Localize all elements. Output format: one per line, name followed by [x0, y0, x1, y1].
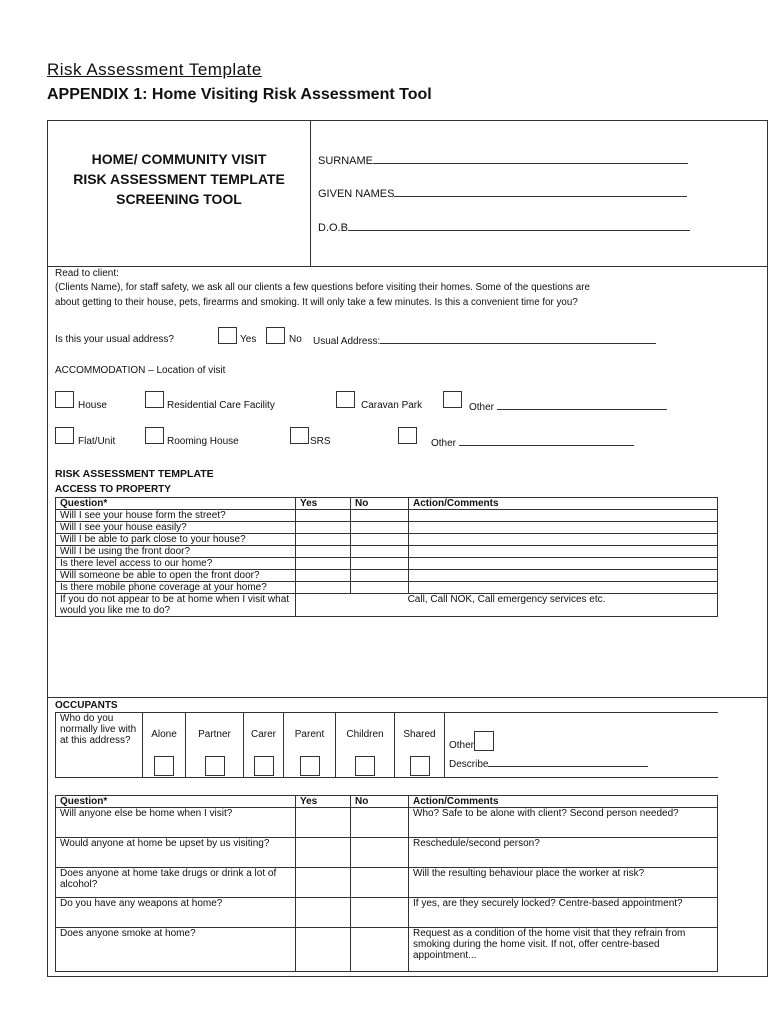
table-row: [56, 868, 718, 898]
table-row: [56, 570, 718, 582]
occupant-checkbox[interactable]: [300, 756, 320, 776]
other-label: Other: [449, 740, 475, 751]
table-row: [56, 898, 718, 928]
occupant-other-cell: [445, 713, 719, 778]
occupant-option: [186, 713, 244, 778]
question-cell: Will someone be able to open the front door?: [56, 570, 296, 582]
comment-cell: If yes, are they securely locked? Centre-based appointment?: [409, 898, 718, 928]
screening-tool-title: [48, 121, 311, 266]
other-1-field[interactable]: [497, 400, 667, 410]
given-names-field[interactable]: [394, 186, 687, 197]
form-header: [48, 121, 767, 267]
col-comments: Action/Comments: [409, 498, 718, 510]
occupants-heading: OCCUPANTS: [55, 700, 118, 711]
given-names-row: [318, 186, 687, 200]
col-no: No: [351, 796, 409, 808]
question-cell: Is there mobile phone coverage at your home?: [56, 582, 296, 594]
no-cell[interactable]: [351, 898, 409, 928]
occupant-option: [143, 713, 186, 778]
dob-label: D.O.B: [318, 222, 348, 234]
occupant-checkbox[interactable]: [154, 756, 174, 776]
access-heading: ACCESS TO PROPERTY: [55, 484, 171, 495]
describe-field[interactable]: [488, 757, 648, 767]
address-no-checkbox[interactable]: [266, 327, 285, 344]
srs-checkbox[interactable]: [290, 427, 309, 444]
other-1-text: Other: [469, 402, 495, 413]
srs-label: SRS: [310, 436, 331, 447]
residential-care-checkbox[interactable]: [145, 391, 164, 408]
other-1-label: [469, 400, 667, 413]
comment-cell: Call, Call NOK, Call emergency services etc.: [296, 594, 718, 617]
caravan-park-checkbox[interactable]: [336, 391, 355, 408]
flat-unit-label: Flat/Unit: [78, 436, 116, 447]
comment-cell[interactable]: [409, 510, 718, 522]
option-label: Parent: [294, 729, 325, 740]
other-2-text: Other: [431, 438, 457, 449]
table-row: [56, 808, 718, 838]
no-cell[interactable]: [351, 838, 409, 868]
comment-cell[interactable]: [409, 534, 718, 546]
no-cell[interactable]: [351, 582, 409, 594]
question-cell: Would anyone at home be upset by us visiting?: [56, 838, 296, 868]
table-row: [56, 558, 718, 570]
table-row: [56, 582, 718, 594]
table-row: [56, 522, 718, 534]
question-cell: Will anyone else be home when I visit?: [56, 808, 296, 838]
read-to-client-label: Read to client:: [55, 268, 119, 279]
usual-address-text: Usual Address:: [313, 336, 381, 347]
question-cell: Will I see your house form the street?: [56, 510, 296, 522]
question-cell: Does anyone smoke at home?: [56, 928, 296, 972]
col-no: No: [351, 498, 409, 510]
tool-title-line3: SCREENING TOOL: [116, 191, 242, 207]
question-cell: If you do not appear to be at home when I visit what would you like me to do?: [56, 594, 296, 617]
question-cell: Is there level access to our home?: [56, 558, 296, 570]
question-cell: Will I be using the front door?: [56, 546, 296, 558]
option-label: Children: [346, 729, 384, 740]
usual-address-label: [313, 334, 656, 347]
comment-cell[interactable]: [409, 522, 718, 534]
tool-title-line1: HOME/ COMMUNITY VISIT: [91, 151, 267, 167]
rooming-house-label: Rooming House: [167, 436, 239, 447]
col-question: Question*: [56, 498, 296, 510]
intro-line-2: about getting to their house, pets, firearms and smoking. It will only take a few minutes. Is this a convenient time for you?: [55, 297, 578, 308]
table-row: [56, 838, 718, 868]
col-question: Question*: [56, 796, 296, 808]
usual-address-field[interactable]: [380, 334, 656, 344]
no-cell[interactable]: [351, 558, 409, 570]
question-cell: Will I be able to park close to your house?: [56, 534, 296, 546]
access-table: [55, 497, 718, 617]
describe-label: Describe: [449, 759, 489, 770]
no-cell[interactable]: [351, 510, 409, 522]
occupants-question: Who do you normally live with at this address?: [56, 713, 143, 778]
question-cell: Will I see your house easily?: [56, 522, 296, 534]
caravan-park-label: Caravan Park: [361, 400, 423, 411]
form-frame: [47, 120, 768, 977]
other-wrap: [449, 731, 714, 751]
usual-address-question: Is this your usual address?: [55, 334, 174, 345]
dob-field[interactable]: [348, 220, 690, 231]
yes-cell[interactable]: [296, 582, 351, 594]
occupant-checkbox[interactable]: [205, 756, 225, 776]
no-cell[interactable]: [351, 570, 409, 582]
occupant-checkbox[interactable]: [254, 756, 274, 776]
comment-cell[interactable]: [409, 558, 718, 570]
document-subtitle: APPENDIX 1: Home Visiting Risk Assessment Tool: [47, 86, 432, 103]
col-yes: Yes: [296, 498, 351, 510]
question-cell: Does anyone at home take drugs or drink a lot of alcohol?: [56, 868, 296, 898]
col-yes: Yes: [296, 796, 351, 808]
address-yes-label: Yes: [240, 334, 257, 345]
accommodation-label: ACCOMMODATION – Location of visit: [55, 365, 226, 376]
other-2-checkbox[interactable]: [398, 427, 417, 444]
surname-row: [318, 153, 688, 167]
occupant-questions-table: [55, 795, 718, 972]
yes-cell[interactable]: [296, 808, 351, 838]
surname-field[interactable]: [373, 153, 688, 164]
comment-cell: Will the resulting behaviour place the worker at risk?: [409, 868, 718, 898]
comment-cell[interactable]: [409, 546, 718, 558]
other-2-field[interactable]: [459, 436, 634, 446]
yes-cell[interactable]: [296, 928, 351, 972]
occupant-option: [395, 713, 445, 778]
comment-cell[interactable]: [409, 582, 718, 594]
flat-unit-checkbox[interactable]: [55, 427, 74, 444]
option-label: Alone: [151, 729, 177, 740]
no-cell[interactable]: [351, 808, 409, 838]
question-cell: Do you have any weapons at home?: [56, 898, 296, 928]
table-header-row: [56, 796, 718, 808]
intro-line-1: (Clients Name), for staff safety, we ask all our clients a few questions before visiting their homes. Some of the questions are: [55, 282, 590, 293]
yes-cell[interactable]: [296, 570, 351, 582]
table-header-row: [56, 498, 718, 510]
occupant-option: [244, 713, 284, 778]
no-cell[interactable]: [351, 534, 409, 546]
occupants-row: [56, 713, 719, 778]
occupant-option: [284, 713, 336, 778]
yes-cell[interactable]: [296, 898, 351, 928]
comment-cell: Who? Safe to be alone with client? Second person needed?: [409, 808, 718, 838]
other-2-label: [431, 436, 634, 449]
dob-row: [318, 220, 690, 234]
occupant-checkbox[interactable]: [410, 756, 430, 776]
comment-cell[interactable]: [409, 570, 718, 582]
rooming-house-checkbox[interactable]: [145, 427, 164, 444]
surname-label: SURNAME: [318, 155, 374, 167]
no-cell[interactable]: [351, 546, 409, 558]
table-row: [56, 594, 718, 617]
yes-cell[interactable]: [296, 558, 351, 570]
describe-wrap: [449, 757, 714, 770]
house-label: House: [78, 400, 107, 411]
yes-cell[interactable]: [296, 546, 351, 558]
no-cell[interactable]: [351, 522, 409, 534]
section-divider: [48, 697, 767, 698]
tool-title-line2: RISK ASSESSMENT TEMPLATE: [73, 171, 285, 187]
residential-care-label: Residential Care Facility: [167, 400, 275, 411]
yes-cell[interactable]: [296, 868, 351, 898]
table-row: [56, 510, 718, 522]
document-title: Risk Assessment Template: [47, 60, 262, 79]
occupant-checkbox[interactable]: [355, 756, 375, 776]
option-label: Shared: [403, 729, 436, 740]
comment-cell: Request as a condition of the home visit that they refrain from smoking during the home visit. If not, offer centre-based appointment...: [409, 928, 718, 972]
col-comments: Action/Comments: [409, 796, 718, 808]
other-checkbox[interactable]: [474, 731, 494, 751]
comment-cell: Reschedule/second person?: [409, 838, 718, 868]
other-1-checkbox[interactable]: [443, 391, 462, 408]
yes-cell[interactable]: [296, 534, 351, 546]
given-names-label: GIVEN NAMES: [318, 188, 395, 200]
house-checkbox[interactable]: [55, 391, 74, 408]
option-label: Carer: [250, 729, 276, 740]
yes-cell[interactable]: [296, 510, 351, 522]
table-row: [56, 928, 718, 972]
yes-cell[interactable]: [296, 522, 351, 534]
option-label: Partner: [198, 729, 231, 740]
table-row: [56, 534, 718, 546]
occupants-table: [55, 712, 718, 778]
yes-cell[interactable]: [296, 838, 351, 868]
occupant-option: [336, 713, 395, 778]
risk-template-heading: RISK ASSESSMENT TEMPLATE: [55, 468, 214, 480]
table-row: [56, 546, 718, 558]
address-no-label: No: [289, 334, 302, 345]
no-cell[interactable]: [351, 928, 409, 972]
address-yes-checkbox[interactable]: [218, 327, 237, 344]
no-cell[interactable]: [351, 868, 409, 898]
